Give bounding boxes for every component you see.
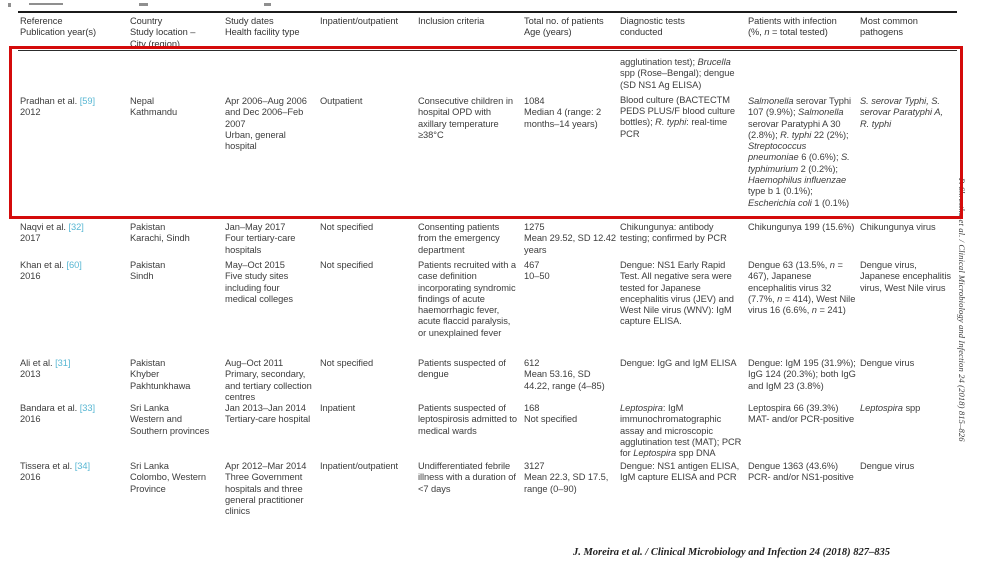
text-run: Five study sites including four medical colleges bbox=[225, 271, 293, 304]
cell-bandara-inclusion-criteria bbox=[418, 403, 520, 437]
cell-text bbox=[860, 96, 957, 130]
column-header-country bbox=[130, 16, 218, 50]
text-run: = 414), West Nile virus 16 (6.6%, bbox=[748, 293, 856, 316]
cell-text bbox=[130, 403, 218, 437]
cell-tissera-patients-with-infection bbox=[748, 461, 856, 484]
text-run: Jan 2013–Jan 2014 bbox=[225, 403, 306, 413]
clipped-text-remnant bbox=[8, 2, 308, 7]
cell-naqvi-study-dates bbox=[225, 222, 313, 256]
table-top-rule bbox=[18, 11, 957, 13]
cell-naqvi-diagnostic-tests bbox=[620, 222, 744, 245]
text-run: = 241) bbox=[816, 305, 846, 316]
cell-text bbox=[320, 403, 412, 414]
text-run: Not specified bbox=[320, 358, 374, 368]
text-run: Mean 29.52, SD 12.42 years bbox=[524, 233, 617, 255]
text-run: Naqvi et al. bbox=[20, 222, 69, 232]
cell-text bbox=[20, 222, 120, 245]
text-run: Karachi, Sindh bbox=[130, 233, 190, 244]
cell-text bbox=[860, 16, 957, 39]
cell-text bbox=[860, 260, 957, 294]
cell-naqvi-inclusion-criteria bbox=[418, 222, 520, 256]
cell-khan-inclusion-criteria bbox=[418, 260, 520, 339]
cell-text bbox=[418, 260, 520, 339]
cell-text bbox=[620, 403, 744, 459]
cell-text bbox=[225, 461, 313, 517]
text-run: Not specified bbox=[524, 414, 578, 425]
text-run: S. serovar Typhi, S. serovar Paratyphi A, bbox=[860, 96, 943, 118]
text-run: 1084 bbox=[524, 96, 545, 106]
text-run: Salmonella bbox=[748, 96, 794, 106]
text-run: Kathmandu bbox=[130, 107, 178, 118]
text-run: serovar Paratyphi A 30 (2.8%); bbox=[748, 118, 841, 140]
cell-naqvi-country bbox=[130, 222, 218, 245]
cell-text bbox=[620, 461, 744, 484]
cell-text bbox=[748, 96, 856, 209]
text-run: Dengue: NS1 Early Rapid Test. All negative sera were tested for Japanese encephalitis virus (JEV) and West Nile virus (WNV): IgM capture ELISA. bbox=[620, 260, 734, 327]
text-run: Western and Southern provinces bbox=[130, 414, 210, 436]
text-run: conducted bbox=[620, 27, 663, 38]
cell-bandara-inpatient-outpatient bbox=[320, 403, 412, 414]
cell-khan-patients-with-infection bbox=[748, 260, 856, 316]
text-run: Streptococcus pneumoniae bbox=[748, 141, 807, 163]
text-run: Inclusion criteria bbox=[418, 16, 485, 26]
text-run: Khyber Pakhtunkhawa bbox=[130, 369, 191, 391]
cell-text bbox=[20, 461, 120, 484]
text-run: Sri Lanka bbox=[130, 403, 169, 413]
text-run: R. typhi bbox=[780, 129, 812, 140]
cell-ali-total-patients bbox=[524, 358, 618, 392]
text-run: 1275 bbox=[524, 222, 545, 232]
cell-text bbox=[225, 358, 313, 403]
cell-text bbox=[524, 461, 618, 495]
text-run: Consecutive children in hospital OPD with axillary temperature ≥38°C bbox=[418, 96, 513, 140]
text-run: Pakistan bbox=[130, 260, 166, 270]
text-run: Mean 53.16, SD 44.22, range (4–85) bbox=[524, 369, 605, 391]
text-run: Colombo, Western Province bbox=[130, 472, 207, 494]
text-run: Salmonella bbox=[798, 107, 844, 118]
cell-text bbox=[524, 358, 618, 392]
cell-pradhan-inpatient-outpatient bbox=[320, 57, 412, 107]
cell-bandara-total-patients bbox=[524, 403, 618, 426]
text-run: : IgM immunochromatographic assay and microscopic agglutination test (MAT); PCR for bbox=[620, 403, 742, 459]
citation-link[interactable]: [34] bbox=[74, 461, 91, 471]
text-run: Mean 22.3, SD 17.5, range (0–90) bbox=[524, 472, 609, 494]
cell-text bbox=[130, 16, 218, 50]
cell-text bbox=[860, 461, 957, 472]
text-run: serovar Typhi 107 (9.9%); bbox=[748, 96, 852, 118]
text-run: Apr 2012–Mar 2014 bbox=[225, 461, 307, 471]
cell-khan-study-dates bbox=[225, 260, 313, 305]
text-run: Pakistan bbox=[130, 222, 166, 232]
citation-link[interactable]: [59] bbox=[79, 96, 96, 106]
side-running-head: P. Shrestha et al. / Clinical Microbiology and Infection 24 (2018) 815–826 bbox=[957, 178, 967, 442]
cell-khan-diagnostic-tests bbox=[620, 260, 744, 328]
cell-tissera-inpatient-outpatient bbox=[320, 461, 412, 472]
text-run: Outpatient bbox=[320, 96, 363, 106]
citation-link[interactable]: [31] bbox=[55, 358, 71, 368]
text-run: Patients with infection bbox=[748, 16, 837, 26]
cell-naqvi-most-common-pathogens bbox=[860, 222, 957, 233]
text-run: Four tertiary-care hospitals bbox=[225, 233, 296, 255]
cell-pradhan-study-dates bbox=[225, 57, 313, 152]
text-run: Not specified bbox=[320, 222, 374, 232]
text-run: spp bbox=[902, 403, 921, 413]
text-run: 3127 bbox=[524, 461, 545, 471]
text-run: Consenting patients from the emergency department bbox=[418, 222, 500, 255]
text-run: Ali et al. bbox=[20, 358, 56, 368]
text-run: Inpatient/outpatient bbox=[320, 16, 399, 26]
cell-tissera-reference bbox=[20, 461, 120, 484]
cell-text bbox=[320, 461, 412, 472]
cell-text bbox=[418, 358, 520, 381]
cell-naqvi-total-patients bbox=[524, 222, 618, 256]
column-header-patients-with-infection bbox=[748, 16, 856, 39]
footer-running-head: J. Moreira et al. / Clinical Microbiology and Infection 24 (2018) 827–835 bbox=[572, 547, 890, 558]
text-run: pathogens bbox=[860, 27, 903, 38]
text-run: Country bbox=[130, 16, 163, 26]
cell-pradhan-diagnostic-tests bbox=[620, 57, 744, 140]
cell-text bbox=[418, 16, 520, 27]
cell-naqvi-reference bbox=[20, 222, 120, 245]
cell-ali-most-common-pathogens bbox=[860, 358, 957, 369]
cell-naqvi-patients-with-infection bbox=[748, 222, 856, 233]
cell-text bbox=[320, 222, 412, 233]
remnant-mark bbox=[8, 3, 11, 7]
text-run: Dengue 63 (13.5%, bbox=[748, 260, 830, 270]
cell-bandara-study-dates bbox=[225, 403, 313, 426]
text-run: 2016 bbox=[20, 271, 41, 282]
cell-text bbox=[418, 403, 520, 437]
cell-text bbox=[20, 16, 120, 39]
text-run: Tertiary-care hospital bbox=[225, 414, 311, 425]
cell-text bbox=[620, 222, 744, 245]
cell-text bbox=[860, 358, 957, 369]
cell-text bbox=[225, 16, 313, 39]
text-run: Leptospira bbox=[860, 403, 903, 413]
text-run: Undifferentiated febrile illness with a duration of <7 days bbox=[418, 461, 516, 494]
cell-ali-inpatient-outpatient bbox=[320, 358, 412, 369]
text-run: Dengue virus bbox=[860, 461, 915, 471]
text-run: Inpatient/outpatient bbox=[320, 461, 399, 471]
column-header-total-patients bbox=[524, 16, 618, 39]
text-run: spp (Rose–Bengal); dengue (SD NS1 Ag ELISA) bbox=[620, 68, 735, 90]
column-header-most-common-pathogens bbox=[860, 16, 957, 39]
cell-pradhan-country bbox=[130, 57, 218, 119]
text-run: Publication year(s) bbox=[20, 27, 97, 38]
cell-ali-inclusion-criteria bbox=[418, 358, 520, 381]
text-run: May–Oct 2015 bbox=[225, 260, 285, 270]
text-run: Sindh bbox=[130, 271, 154, 282]
text-run: 2017 bbox=[20, 233, 41, 244]
text-run: Not specified bbox=[320, 260, 374, 270]
cell-text bbox=[320, 358, 412, 369]
cell-text bbox=[320, 260, 412, 271]
text-run: Leptospira bbox=[633, 448, 677, 459]
text-run: 2013 bbox=[20, 369, 41, 380]
cell-text bbox=[130, 260, 218, 283]
text-run: Apr 2006–Aug 2006 and Dec 2006–Feb 2007 bbox=[225, 96, 307, 129]
cell-text bbox=[524, 260, 618, 283]
text-run: Leptospira bbox=[620, 403, 663, 413]
cell-text bbox=[130, 96, 218, 119]
text-run: Tissera et al. bbox=[20, 461, 75, 471]
cell-ali-patients-with-infection bbox=[748, 358, 856, 392]
text-run: Khan et al. bbox=[20, 260, 67, 270]
cell-text bbox=[620, 57, 744, 91]
cell-text bbox=[20, 358, 120, 381]
cell-text bbox=[524, 16, 618, 39]
text-run: Dengue 1363 (43.6%) PCR- and/or NS1-positive bbox=[748, 461, 854, 483]
text-run: 2016 bbox=[20, 414, 41, 425]
cell-ali-study-dates bbox=[225, 358, 313, 403]
text-run: Total no. of patients bbox=[524, 16, 604, 26]
text-run: n bbox=[829, 260, 835, 270]
citation-link[interactable]: [33] bbox=[79, 403, 96, 413]
cell-bandara-diagnostic-tests bbox=[620, 403, 744, 459]
text-run: Health facility type bbox=[225, 27, 300, 38]
text-run: S. typhimurium bbox=[748, 152, 850, 174]
citation-link[interactable]: [32] bbox=[68, 222, 84, 232]
cell-text bbox=[225, 96, 313, 152]
cell-khan-total-patients bbox=[524, 260, 618, 283]
cell-naqvi-inpatient-outpatient bbox=[320, 222, 412, 233]
text-run: 168 bbox=[524, 403, 540, 413]
text-run: Escherichia coli bbox=[748, 197, 812, 208]
text-run: = total tested) bbox=[769, 27, 828, 38]
cell-text bbox=[620, 260, 744, 328]
text-run: Median 4 (range: 2 months–14 years) bbox=[524, 107, 602, 129]
text-run: 1 (0.1%) bbox=[811, 197, 850, 208]
cell-text bbox=[748, 461, 856, 484]
cell-ali-reference bbox=[20, 358, 120, 381]
cell-text bbox=[20, 403, 120, 426]
cell-text bbox=[225, 222, 313, 256]
remnant-mark bbox=[29, 3, 63, 5]
text-run: 22 (2%); bbox=[811, 129, 849, 140]
column-header-inclusion-criteria bbox=[418, 16, 520, 27]
cell-text bbox=[130, 222, 218, 245]
cell-tissera-inclusion-criteria bbox=[418, 461, 520, 495]
cell-tissera-most-common-pathogens bbox=[860, 461, 957, 472]
text-run: Dengue: IgM 195 (31.9%); IgG 124 (20.3%); both IgG and IgM 23 (3.8%) bbox=[748, 358, 856, 391]
cell-text bbox=[748, 358, 856, 392]
text-run: Dengue: IgG and IgM ELISA bbox=[620, 358, 737, 368]
cell-text bbox=[320, 16, 412, 27]
cell-text bbox=[20, 260, 120, 283]
cell-tissera-country bbox=[130, 461, 218, 495]
text-run: spp DNA bbox=[676, 448, 716, 459]
cell-khan-reference bbox=[20, 260, 120, 283]
text-run: 10–50 bbox=[524, 271, 550, 282]
cell-text bbox=[418, 222, 520, 256]
cell-text bbox=[524, 222, 618, 256]
text-run: Blood culture (BACTECTM PEDS PLUS/F blood culture bottles); bbox=[620, 94, 736, 128]
cell-tissera-study-dates bbox=[225, 461, 313, 517]
text-run: Primary, secondary, and tertiary collection centres bbox=[225, 369, 312, 402]
cell-text bbox=[418, 461, 520, 495]
text-run: agglutination test); bbox=[620, 57, 698, 67]
text-run: Inpatient bbox=[320, 403, 356, 413]
text-run: : real-time PCR bbox=[620, 117, 728, 139]
cell-text bbox=[748, 222, 856, 233]
text-run: Urban, general hospital bbox=[225, 129, 286, 152]
text-run: Chikungunya: antibody testing; confirmed by PCR bbox=[620, 222, 727, 244]
cell-text bbox=[130, 461, 218, 495]
text-run: Jan–May 2017 bbox=[225, 222, 286, 232]
text-run: Brucella bbox=[697, 57, 731, 67]
text-run: type b 1 (0.1%); bbox=[748, 186, 813, 197]
text-run: Chikungunya 199 (15.6%) bbox=[748, 222, 855, 232]
text-run: Most common bbox=[860, 16, 918, 26]
text-run: Bandara et al. bbox=[20, 403, 80, 413]
text-run: Dengue: NS1 antigen ELISA, IgM capture ELISA and PCR bbox=[620, 461, 740, 483]
cell-tissera-diagnostic-tests bbox=[620, 461, 744, 484]
cell-text bbox=[524, 403, 618, 426]
remnant-mark bbox=[264, 3, 271, 6]
text-run: n bbox=[811, 305, 817, 316]
text-run: 467 bbox=[524, 260, 540, 270]
text-run: n bbox=[764, 27, 770, 38]
cell-text bbox=[748, 16, 856, 39]
cell-ali-country bbox=[130, 358, 218, 392]
text-run: 2016 bbox=[20, 472, 41, 483]
cell-tissera-total-patients bbox=[524, 461, 618, 495]
text-run: 2012 bbox=[20, 107, 41, 118]
cell-bandara-patients-with-infection bbox=[748, 403, 856, 426]
text-run: Aug–Oct 2011 bbox=[225, 358, 284, 368]
cell-bandara-most-common-pathogens bbox=[860, 403, 957, 414]
text-run: (%, bbox=[748, 27, 765, 38]
column-header-study-dates bbox=[225, 16, 313, 39]
cell-text bbox=[620, 16, 744, 39]
text-run: Pakistan bbox=[130, 358, 166, 368]
text-run: Patients suspected of leptospirosis admitted to medical wards bbox=[418, 403, 518, 436]
text-run: Patients suspected of dengue bbox=[418, 358, 506, 380]
text-run: R. typhi bbox=[860, 118, 892, 129]
text-run: Study location – bbox=[130, 27, 196, 38]
text-run: 2 (0.2%); bbox=[798, 163, 838, 174]
cell-pradhan-inclusion-criteria bbox=[418, 57, 520, 141]
text-run: Age (years) bbox=[524, 27, 572, 38]
cell-text bbox=[418, 96, 520, 141]
text-run: Diagnostic tests bbox=[620, 16, 685, 26]
text-run: City (region) bbox=[130, 38, 180, 49]
text-run: Three Government hospitals and three general practitioner clinics bbox=[225, 472, 304, 517]
citation-link[interactable]: [60] bbox=[66, 260, 82, 270]
text-run: Haemophilus influenzae bbox=[748, 175, 847, 186]
cell-text bbox=[620, 95, 744, 140]
cell-text bbox=[320, 96, 412, 107]
text-run: Nepal bbox=[130, 96, 155, 106]
cell-pradhan-most-common-pathogens bbox=[860, 57, 957, 130]
column-header-diagnostic-tests bbox=[620, 16, 744, 39]
cell-khan-inpatient-outpatient bbox=[320, 260, 412, 271]
cell-text bbox=[20, 96, 120, 119]
cell-pradhan-reference bbox=[20, 57, 120, 119]
column-header-inpatient-outpatient bbox=[320, 16, 412, 27]
text-run: = 467), Japanese encephalitis virus 32 (7.7%, bbox=[748, 260, 843, 304]
cell-text bbox=[225, 403, 313, 426]
cell-text bbox=[748, 260, 856, 316]
cell-text bbox=[620, 358, 744, 369]
cell-text bbox=[130, 358, 218, 392]
cell-ali-diagnostic-tests bbox=[620, 358, 744, 369]
cell-text bbox=[860, 222, 957, 233]
text-run: 612 bbox=[524, 358, 540, 368]
cell-bandara-country bbox=[130, 403, 218, 437]
text-run: Chikungunya virus bbox=[860, 222, 936, 232]
cell-khan-most-common-pathogens bbox=[860, 260, 957, 294]
cell-khan-country bbox=[130, 260, 218, 283]
cell-bandara-reference bbox=[20, 403, 120, 426]
text-run: Dengue virus, Japanese encephalitis virus, West Nile virus bbox=[860, 260, 951, 293]
text-run: Pradhan et al. bbox=[20, 96, 80, 106]
text-run: R. typhi bbox=[655, 117, 687, 128]
text-run: n bbox=[777, 293, 783, 304]
cell-pradhan-total-patients bbox=[524, 57, 618, 130]
text-run: Sri Lanka bbox=[130, 461, 169, 471]
column-header-reference bbox=[20, 16, 120, 39]
text-run: Patients recruited with a case definition incorporating syndromic findings of acute haemorrhagic fever, acute flaccid paralysis, or unexplained fever bbox=[418, 260, 516, 338]
cell-text bbox=[748, 403, 856, 426]
text-run: Leptospira 66 (39.3%) MAT- and/or PCR-positive bbox=[748, 403, 855, 425]
text-run: Reference bbox=[20, 16, 63, 26]
text-run: Study dates bbox=[225, 16, 274, 26]
cell-text bbox=[225, 260, 313, 305]
cell-text bbox=[524, 96, 618, 130]
cell-pradhan-patients-with-infection bbox=[748, 57, 856, 209]
cell-text bbox=[860, 403, 957, 414]
text-run: 6 (0.6%); bbox=[798, 152, 842, 163]
remnant-mark bbox=[139, 3, 148, 6]
text-run: Dengue virus bbox=[860, 358, 915, 368]
